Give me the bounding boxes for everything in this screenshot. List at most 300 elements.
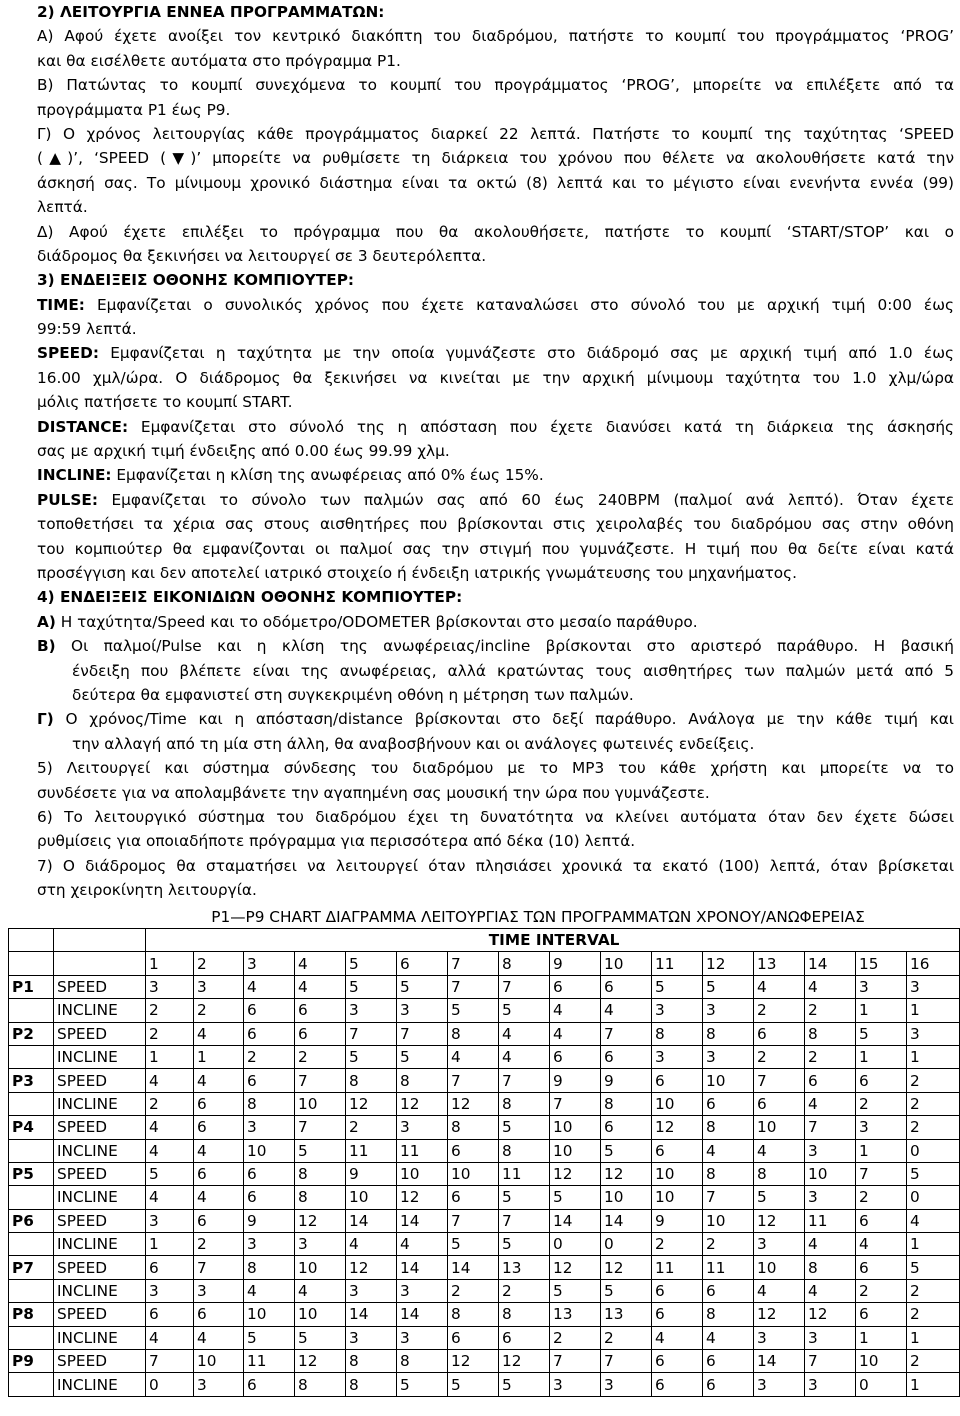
incline-row <box>9 1186 960 1209</box>
speed-value: 8 <box>397 1350 448 1373</box>
speed-value: 12 <box>295 1350 346 1373</box>
incline-value: 4 <box>194 1326 244 1349</box>
incline-value: 1 <box>856 1139 907 1162</box>
speed-value: 6 <box>244 1069 295 1092</box>
incline-value: 8 <box>499 1139 550 1162</box>
bold-text: Α) <box>37 612 56 631</box>
incline-label: INCLINE <box>54 1373 146 1396</box>
speed-value: 6 <box>754 1022 805 1045</box>
speed-value: 12 <box>295 1209 346 1232</box>
text-line <box>37 146 954 170</box>
text-line <box>37 683 954 707</box>
incline-value: 5 <box>550 1279 601 1302</box>
incline-value: 4 <box>754 1139 805 1162</box>
empty-cell <box>9 1139 54 1162</box>
speed-value: 12 <box>601 1162 652 1185</box>
text-line <box>37 732 954 756</box>
incline-value: 4 <box>244 1279 295 1302</box>
speed-value: 4 <box>805 975 856 998</box>
speed-value: 5 <box>703 975 754 998</box>
speed-value: 7 <box>448 975 499 998</box>
speed-value: 3 <box>194 975 244 998</box>
incline-value: 3 <box>703 1045 754 1068</box>
speed-value: 10 <box>194 1350 244 1373</box>
incline-row <box>9 1092 960 1115</box>
speed-value: 2 <box>907 1350 960 1373</box>
text-line <box>37 439 954 463</box>
speed-value: 8 <box>499 1303 550 1326</box>
incline-value: 3 <box>550 1373 601 1396</box>
bold-text: Β) <box>37 637 56 656</box>
incline-value: 6 <box>448 1139 499 1162</box>
text-span: ένδειξη που βλέπετε είναι της ανωφέρειας, αλλά κρατώντας τους αισθητήρες των παλμών μετά από 5 <box>72 661 954 680</box>
empty-cell <box>9 1233 54 1256</box>
program-chart-table <box>8 928 960 1397</box>
incline-value: 3 <box>754 1233 805 1256</box>
incline-value: 5 <box>244 1326 295 1349</box>
speed-value: 4 <box>499 1022 550 1045</box>
incline-value: 5 <box>499 1186 550 1209</box>
incline-label: INCLINE <box>54 999 146 1022</box>
speed-value: 6 <box>550 975 601 998</box>
speed-value: 5 <box>652 975 703 998</box>
incline-value: 5 <box>601 1279 652 1302</box>
speed-value: 4 <box>907 1209 960 1232</box>
incline-value: 2 <box>703 1233 754 1256</box>
incline-label: INCLINE <box>54 1186 146 1209</box>
incline-value: 1 <box>856 999 907 1022</box>
text-span: Γ) Ο χρόνος λειτουργίας κάθε προγράμματος διαρκεί 22 λεπτά. Πατήστε το κουμπί της ταχύτητας ‘SPEED <box>37 124 954 143</box>
incline-value: 4 <box>856 1233 907 1256</box>
text-line <box>37 171 954 195</box>
incline-value: 3 <box>346 999 397 1022</box>
program-label: P4 <box>9 1116 54 1139</box>
text-line <box>37 73 954 97</box>
speed-value: 10 <box>295 1256 346 1279</box>
speed-value: 4 <box>754 975 805 998</box>
speed-value: 6 <box>194 1303 244 1326</box>
speed-value: 12 <box>805 1303 856 1326</box>
incline-value: 2 <box>550 1326 601 1349</box>
speed-value: 12 <box>550 1162 601 1185</box>
text-line <box>37 707 954 731</box>
incline-value: 6 <box>499 1326 550 1349</box>
incline-value: 3 <box>397 1279 448 1302</box>
incline-value: 5 <box>550 1186 601 1209</box>
speed-value: 2 <box>146 1022 194 1045</box>
incline-value: 6 <box>703 1279 754 1302</box>
incline-value: 2 <box>194 1233 244 1256</box>
speed-value: 3 <box>244 1116 295 1139</box>
speed-value: 4 <box>550 1022 601 1045</box>
incline-value: 1 <box>856 1045 907 1068</box>
speed-row <box>9 1022 960 1045</box>
incline-value: 8 <box>295 1186 346 1209</box>
speed-label: SPEED <box>54 1303 146 1326</box>
incline-value: 1 <box>146 1045 194 1068</box>
text-span: και θα εισέλθετε αυτόματα στο πρόγραμμα P1. <box>37 51 401 70</box>
incline-value: 6 <box>244 1373 295 1396</box>
empty-cell <box>9 1092 54 1115</box>
incline-value: 1 <box>907 1326 960 1349</box>
text-span: Εμφανίζεται η κλίση της ανωφέρειας από 0% έως 15%. <box>111 466 544 485</box>
speed-value: 8 <box>805 1022 856 1045</box>
speed-value: 13 <box>550 1303 601 1326</box>
speed-value: 10 <box>805 1162 856 1185</box>
speed-value: 6 <box>856 1209 907 1232</box>
speed-value: 6 <box>194 1162 244 1185</box>
speed-value: 6 <box>703 1350 754 1373</box>
text-span: Η ταχύτητα/Speed και το οδόμετρο/ODOMETER βρίσκονται στο μεσαίο παράθυρο. <box>55 612 698 631</box>
incline-row <box>9 1139 960 1162</box>
text-line <box>37 878 954 902</box>
bold-text: INCLINE: <box>37 466 112 485</box>
incline-value: 6 <box>244 1186 295 1209</box>
empty-cell <box>9 1279 54 1302</box>
incline-value: 2 <box>244 1045 295 1068</box>
incline-value: 8 <box>601 1092 652 1115</box>
text-span: 7) Ο διάδρομος θα σταματήσει να λειτουργεί όταν πλησιάσει χρονικά τα εκατό (100) λεπτά, όταν βρίσκεται <box>37 856 954 875</box>
interval-number: 11 <box>652 952 703 975</box>
incline-value: 3 <box>346 1326 397 1349</box>
speed-value: 4 <box>244 975 295 998</box>
text-span: του κομπιούτερ θα εμφανίζονται οι παλμοί σας την στιγμή που γυμνάζεστε. Η τιμή που θα δείτε είναι κατά <box>37 539 954 558</box>
incline-value: 2 <box>856 1186 907 1209</box>
incline-value: 0 <box>856 1373 907 1396</box>
speed-value: 3 <box>146 1209 194 1232</box>
incline-value: 3 <box>805 1139 856 1162</box>
program-label: P2 <box>9 1022 54 1045</box>
speed-row <box>9 1256 960 1279</box>
incline-value: 11 <box>397 1139 448 1162</box>
incline-value: 6 <box>652 1279 703 1302</box>
speed-value: 3 <box>907 1022 960 1045</box>
speed-value: 12 <box>550 1256 601 1279</box>
speed-value: 5 <box>907 1256 960 1279</box>
incline-value: 12 <box>448 1092 499 1115</box>
incline-value: 5 <box>754 1186 805 1209</box>
incline-value: 5 <box>295 1139 346 1162</box>
speed-value: 11 <box>499 1162 550 1185</box>
incline-value: 4 <box>703 1326 754 1349</box>
speed-value: 7 <box>601 1022 652 1045</box>
text-line <box>37 244 954 268</box>
incline-value: 3 <box>805 1373 856 1396</box>
bold-text: 4) ΕΝΔΕΙΞΕΙΣ ΕΙΚΟΝΙΔΙΩΝ ΟΘΟΝΗΣ ΚΟΜΠΙΟΥΤΕΡ: <box>37 588 463 607</box>
speed-value: 14 <box>397 1256 448 1279</box>
text-span: διάδρομος θα ξεκινήσει να λειτουργεί σε 3 δευτερόλεπτα. <box>37 246 487 265</box>
incline-value: 12 <box>397 1186 448 1209</box>
incline-value: 3 <box>346 1279 397 1302</box>
incline-value: 0 <box>550 1233 601 1256</box>
empty-cell <box>9 1373 54 1396</box>
incline-row <box>9 999 960 1022</box>
text-line <box>37 317 954 341</box>
incline-value: 3 <box>194 1279 244 1302</box>
text-line <box>37 463 954 487</box>
speed-value: 4 <box>194 1022 244 1045</box>
speed-row <box>9 1209 960 1232</box>
incline-value: 6 <box>295 999 346 1022</box>
speed-value: 11 <box>652 1256 703 1279</box>
speed-value: 6 <box>295 1022 346 1045</box>
empty-cell <box>9 1045 54 1068</box>
bold-text: SPEED: <box>37 344 99 363</box>
chart-title: P1—P9 CHART ΔΙΑΓΡΑΜΜΑ ΛΕΙΤΟΥΡΓΙΑΣ ΤΩΝ ΠΡΟΓΡΑΜΜΑΤΩΝ ΧΡΟΝΟΥ/ΑΝΩΦΕΡΕΙΑΣ <box>211 908 865 926</box>
speed-value: 6 <box>805 1069 856 1092</box>
interval-number: 2 <box>194 952 244 975</box>
incline-value: 5 <box>448 999 499 1022</box>
bold-text: TIME: <box>37 295 85 314</box>
interval-number: 13 <box>754 952 805 975</box>
speed-row <box>9 1069 960 1092</box>
text-span: δεύτερα θα εμφανιστεί στη συγκεκριμένη οθόνη η μέτρηση των παλμών. <box>72 685 634 704</box>
incline-value: 1 <box>907 1373 960 1396</box>
speed-value: 7 <box>805 1350 856 1373</box>
empty-cell <box>9 999 54 1022</box>
header-row <box>9 929 960 952</box>
speed-value: 3 <box>146 975 194 998</box>
incline-value: 10 <box>652 1186 703 1209</box>
speed-value: 7 <box>499 975 550 998</box>
speed-value: 6 <box>194 1116 244 1139</box>
speed-value: 14 <box>550 1209 601 1232</box>
text-line <box>37 829 954 853</box>
speed-value: 8 <box>652 1022 703 1045</box>
incline-value: 10 <box>244 1139 295 1162</box>
text-line <box>37 49 954 73</box>
speed-value: 2 <box>907 1069 960 1092</box>
incline-value: 2 <box>146 1092 194 1115</box>
speed-value: 10 <box>856 1350 907 1373</box>
incline-row <box>9 1279 960 1302</box>
text-line <box>37 537 954 561</box>
speed-value: 6 <box>652 1350 703 1373</box>
speed-value: 13 <box>601 1303 652 1326</box>
incline-value: 3 <box>194 1373 244 1396</box>
incline-value: 8 <box>295 1373 346 1396</box>
incline-value: 6 <box>448 1326 499 1349</box>
text-span: (▲)’, ‘SPEED (▼)’ μπορείτε να ρυθμίσετε τη διάρκεια του χρόνου που θέλετε να ακολουθήσετε κατά την <box>37 149 954 168</box>
speed-value: 6 <box>601 975 652 998</box>
speed-value: 10 <box>652 1162 703 1185</box>
speed-value: 8 <box>448 1116 499 1139</box>
text-line <box>37 293 954 317</box>
incline-value: 8 <box>499 1092 550 1115</box>
incline-value: 5 <box>499 1233 550 1256</box>
incline-value: 2 <box>856 1279 907 1302</box>
speed-value: 2 <box>907 1116 960 1139</box>
speed-value: 10 <box>397 1162 448 1185</box>
text-span: 99:59 λεπτά. <box>37 320 137 339</box>
incline-value: 4 <box>448 1045 499 1068</box>
speed-value: 5 <box>907 1162 960 1185</box>
text-span: ρυθμίσεις για οποιαδήποτε πρόγραμμα για περισσότερα από δέκα (10) λεπτά. <box>37 832 636 851</box>
speed-value: 10 <box>703 1069 754 1092</box>
incline-value: 5 <box>397 1045 448 1068</box>
speed-value: 8 <box>346 1350 397 1373</box>
incline-value: 8 <box>346 1373 397 1396</box>
text-line <box>37 805 954 829</box>
incline-value: 4 <box>805 1279 856 1302</box>
speed-value: 9 <box>550 1069 601 1092</box>
incline-value: 6 <box>550 1045 601 1068</box>
incline-value: 4 <box>295 1279 346 1302</box>
speed-value: 6 <box>146 1256 194 1279</box>
time-interval-header: TIME INTERVAL <box>146 929 960 952</box>
incline-value: 10 <box>295 1092 346 1115</box>
speed-value: 11 <box>703 1256 754 1279</box>
speed-value: 7 <box>499 1209 550 1232</box>
incline-row <box>9 1233 960 1256</box>
speed-value: 10 <box>295 1303 346 1326</box>
speed-value: 12 <box>448 1350 499 1373</box>
text-line <box>37 585 954 609</box>
incline-value: 0 <box>601 1233 652 1256</box>
speed-value: 12 <box>499 1350 550 1373</box>
incline-label: INCLINE <box>54 1092 146 1115</box>
text-span: 16.00 χμλ/ώρα. Ο διάδρομος θα ξεκινήσει να κινείται με την αρχική μίνιμουμ ταχύτητα του 1.0 χλμ/ώρα <box>37 368 954 387</box>
text-line <box>37 268 954 292</box>
incline-value: 3 <box>601 1373 652 1396</box>
speed-value: 10 <box>754 1116 805 1139</box>
interval-number: 7 <box>448 952 499 975</box>
speed-value: 2 <box>907 1303 960 1326</box>
speed-label: SPEED <box>54 975 146 998</box>
text-line <box>37 854 954 878</box>
incline-value: 0 <box>146 1373 194 1396</box>
text-line <box>37 634 954 658</box>
incline-value: 2 <box>448 1279 499 1302</box>
speed-value: 14 <box>448 1256 499 1279</box>
text-line <box>37 561 954 585</box>
incline-value: 5 <box>448 1233 499 1256</box>
text-line <box>37 98 954 122</box>
incline-value: 6 <box>703 1373 754 1396</box>
text-line <box>37 610 954 634</box>
speed-value: 6 <box>856 1069 907 1092</box>
empty-cell <box>9 952 54 975</box>
speed-value: 10 <box>703 1209 754 1232</box>
text-span: την αλλαγή από τη μία στη άλλη, θα αναβοσβήνουν και οι ανάλογες φωτεινές ενδείξεις. <box>72 734 755 753</box>
speed-value: 6 <box>244 1162 295 1185</box>
empty-cell <box>9 1186 54 1209</box>
text-span: Δ) Αφού έχετε επιλέξει το πρόγραμμα που θα ακολουθήσετε, πατήστε το κουμπί ‘START/STOP’ και ο <box>37 222 954 241</box>
text-span: άσκησή σας. Το μίνιμουμ χρονικό διάστημα είναι τα οκτώ (8) λεπτά και το μέγιστο είναι ενενήντα εννέα (99) <box>37 173 954 192</box>
text-span: λεπτά. <box>37 198 88 217</box>
incline-value: 6 <box>703 1092 754 1115</box>
speed-value: 14 <box>346 1209 397 1232</box>
incline-row <box>9 1045 960 1068</box>
incline-value: 3 <box>397 999 448 1022</box>
incline-value: 0 <box>907 1186 960 1209</box>
speed-value: 8 <box>346 1069 397 1092</box>
incline-value: 4 <box>754 1279 805 1302</box>
incline-value: 4 <box>805 1092 856 1115</box>
speed-value: 7 <box>601 1350 652 1373</box>
speed-value: 7 <box>499 1069 550 1092</box>
speed-value: 9 <box>652 1209 703 1232</box>
speed-value: 5 <box>856 1022 907 1045</box>
speed-value: 12 <box>754 1209 805 1232</box>
speed-value: 6 <box>652 1069 703 1092</box>
interval-number: 16 <box>907 952 960 975</box>
interval-number: 3 <box>244 952 295 975</box>
speed-value: 7 <box>550 1350 601 1373</box>
speed-value: 8 <box>754 1162 805 1185</box>
text-span: στη χειροκίνητη λειτουργία. <box>37 881 257 900</box>
incline-value: 2 <box>805 1045 856 1068</box>
incline-value: 10 <box>550 1139 601 1162</box>
bold-text: DISTANCE: <box>37 417 129 436</box>
interval-number: 12 <box>703 952 754 975</box>
speed-value: 6 <box>652 1303 703 1326</box>
text-span: 6) Το λειτουργικό σύστημα του διαδρόμου έχει τη δυνατότητα να κλείνει αυτόματα όταν δεν έχετε δώσει <box>37 807 954 826</box>
speed-value: 13 <box>499 1256 550 1279</box>
incline-value: 4 <box>652 1326 703 1349</box>
incline-value: 10 <box>652 1092 703 1115</box>
text-line <box>37 512 954 536</box>
speed-value: 5 <box>397 975 448 998</box>
incline-value: 3 <box>754 1373 805 1396</box>
interval-number: 5 <box>346 952 397 975</box>
interval-number: 4 <box>295 952 346 975</box>
incline-value: 6 <box>601 1045 652 1068</box>
speed-label: SPEED <box>54 1350 146 1373</box>
incline-value: 2 <box>601 1326 652 1349</box>
speed-value: 10 <box>550 1116 601 1139</box>
program-label: P5 <box>9 1162 54 1185</box>
speed-value: 10 <box>244 1303 295 1326</box>
speed-value: 12 <box>601 1256 652 1279</box>
speed-value: 9 <box>244 1209 295 1232</box>
incline-value: 2 <box>754 1045 805 1068</box>
speed-label: SPEED <box>54 1116 146 1139</box>
speed-value: 4 <box>146 1069 194 1092</box>
incline-value: 4 <box>805 1233 856 1256</box>
text-line <box>37 0 954 24</box>
incline-value: 2 <box>295 1045 346 1068</box>
bold-text: Γ) <box>37 710 54 729</box>
program-label: P8 <box>9 1303 54 1326</box>
speed-value: 5 <box>499 1116 550 1139</box>
text-line <box>37 195 954 219</box>
incline-row <box>9 1373 960 1396</box>
speed-label: SPEED <box>54 1069 146 1092</box>
incline-value: 6 <box>652 1139 703 1162</box>
interval-number: 9 <box>550 952 601 975</box>
incline-value: 4 <box>194 1186 244 1209</box>
speed-value: 7 <box>448 1209 499 1232</box>
incline-label: INCLINE <box>54 1326 146 1349</box>
empty-cell <box>54 952 146 975</box>
speed-value: 2 <box>346 1116 397 1139</box>
speed-value: 7 <box>295 1069 346 1092</box>
incline-label: INCLINE <box>54 1045 146 1068</box>
speed-value: 6 <box>601 1116 652 1139</box>
speed-row <box>9 1116 960 1139</box>
incline-value: 1 <box>146 1233 194 1256</box>
incline-value: 1 <box>856 1326 907 1349</box>
program-label: P1 <box>9 975 54 998</box>
text-line <box>37 220 954 244</box>
text-span: προσέγγιση και δεν αποτελεί ιατρικό στοιχείο ή ένδειξη ιατρικής γνωμάτευσης του μηχανήματος. <box>37 563 798 582</box>
speed-value: 8 <box>805 1256 856 1279</box>
text-line <box>37 366 954 390</box>
speed-value: 7 <box>194 1256 244 1279</box>
speed-value: 7 <box>856 1162 907 1185</box>
speed-value: 7 <box>346 1022 397 1045</box>
